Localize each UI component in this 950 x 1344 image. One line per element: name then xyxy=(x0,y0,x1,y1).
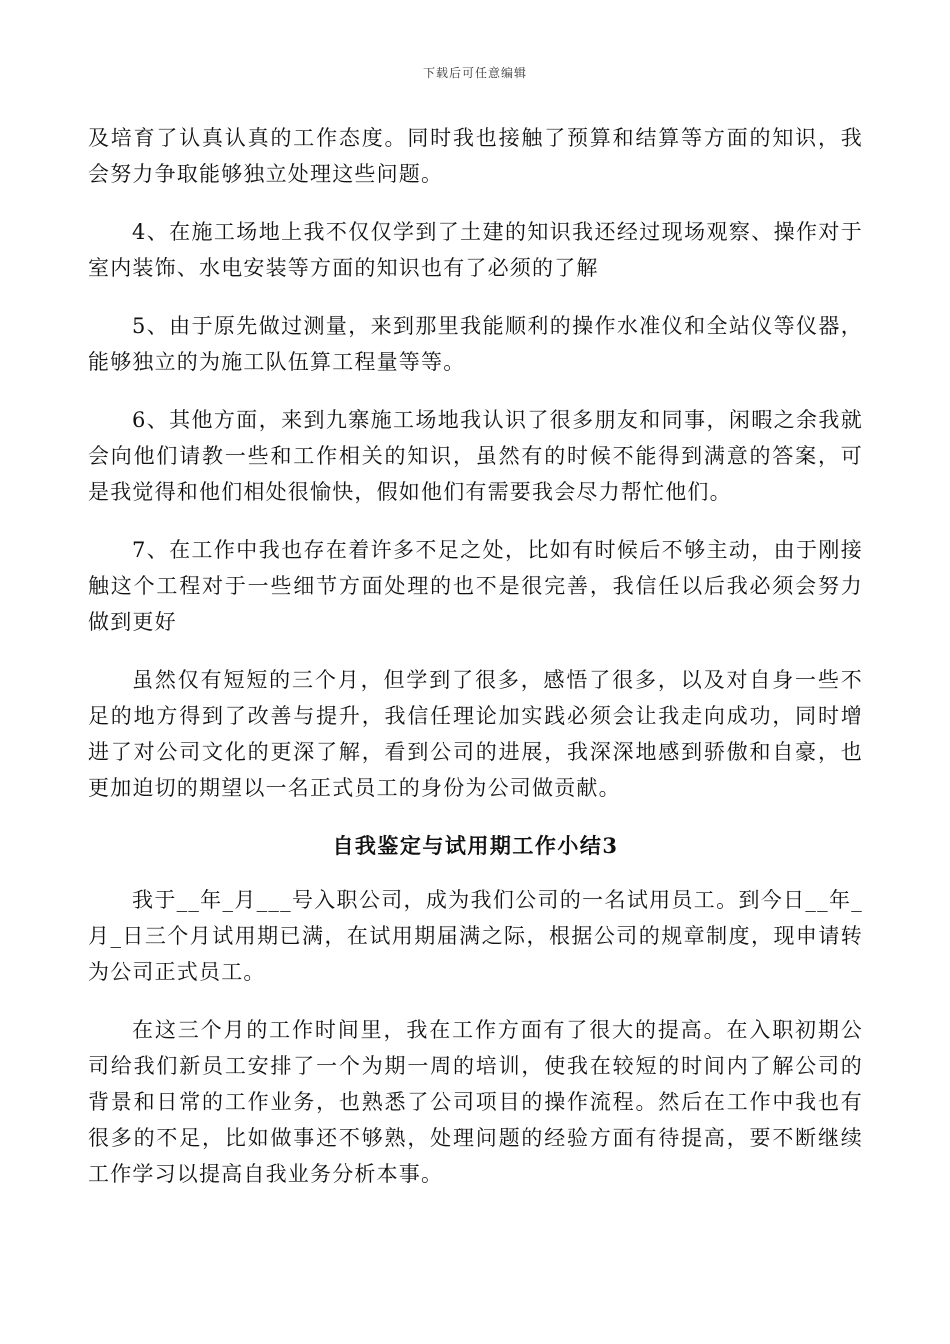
paragraph-item-4: 4、在施工场地上我不仅仅学到了土建的知识我还经过现场观察、操作对于室内装饰、水电安装等方面的知识也有了必须的了解 xyxy=(88,220,863,280)
page-header: 下载后可任意编辑 xyxy=(422,66,527,80)
paragraph-item-7: 7、在工作中我也存在着许多不足之处，比如有时候后不够主动，由于刚接触这个工程对于一些细节方面处理的也不是很完善，我信任以后我必须会努力做到更好 xyxy=(88,538,863,634)
paragraph-intro: 我于__年_月___号入职公司，成为我们公司的一名试用员工。到今日__年_月_日三个月试用期已满，在试用期届满之际，根据公司的规章制度，现申请转为公司正式员工。 xyxy=(88,888,863,984)
paragraph-work: 在这三个月的工作时间里，我在工作方面有了很大的提高。在入职初期公司给我们新员工安排了一个为期一周的培训，使我在较短的时间内了解公司的背景和日常的工作业务，也熟悉了公司项目的操作流程。然后在工作中我也有很多的不足，比如做事还不够熟，处理问题的经验方面有待提高，要不断继续工作学习以提高自我业务分析本事。 xyxy=(88,1018,863,1186)
paragraph-item-5: 5、由于原先做过测量，来到那里我能顺利的操作水准仪和全站仪等仪器，能够独立的为施工队伍算工程量等等。 xyxy=(88,314,863,374)
paragraph-summary: 虽然仅有短短的三个月，但学到了很多，感悟了很多，以及对自身一些不足的地方得到了改善与提升，我信任理论加实践必须会让我走向成功，同时增进了对公司文化的更深了解，看到公司的进展，我深深地感到骄傲和自豪，也更加迫切的期望以一名正式员工的身份为公司做贡献。 xyxy=(88,668,863,800)
section-title: 自我鉴定与试用期工作小结3 xyxy=(332,833,619,858)
paragraph-item-6: 6、其他方面，来到九寨施工场地我认识了很多朋友和同事，闲暇之余我就会向他们请教一些和工作相关的知识，虽然有的时候不能得到满意的答案，可是我觉得和他们相处很愉快，假如他们有需要我会尽力帮忙他们。 xyxy=(88,408,863,504)
document-body xyxy=(88,120,863,1214)
paragraph-continuation: 及培育了认真认真的工作态度。同时我也接触了预算和结算等方面的知识，我会努力争取能够独立处理这些问题。 xyxy=(88,126,863,186)
